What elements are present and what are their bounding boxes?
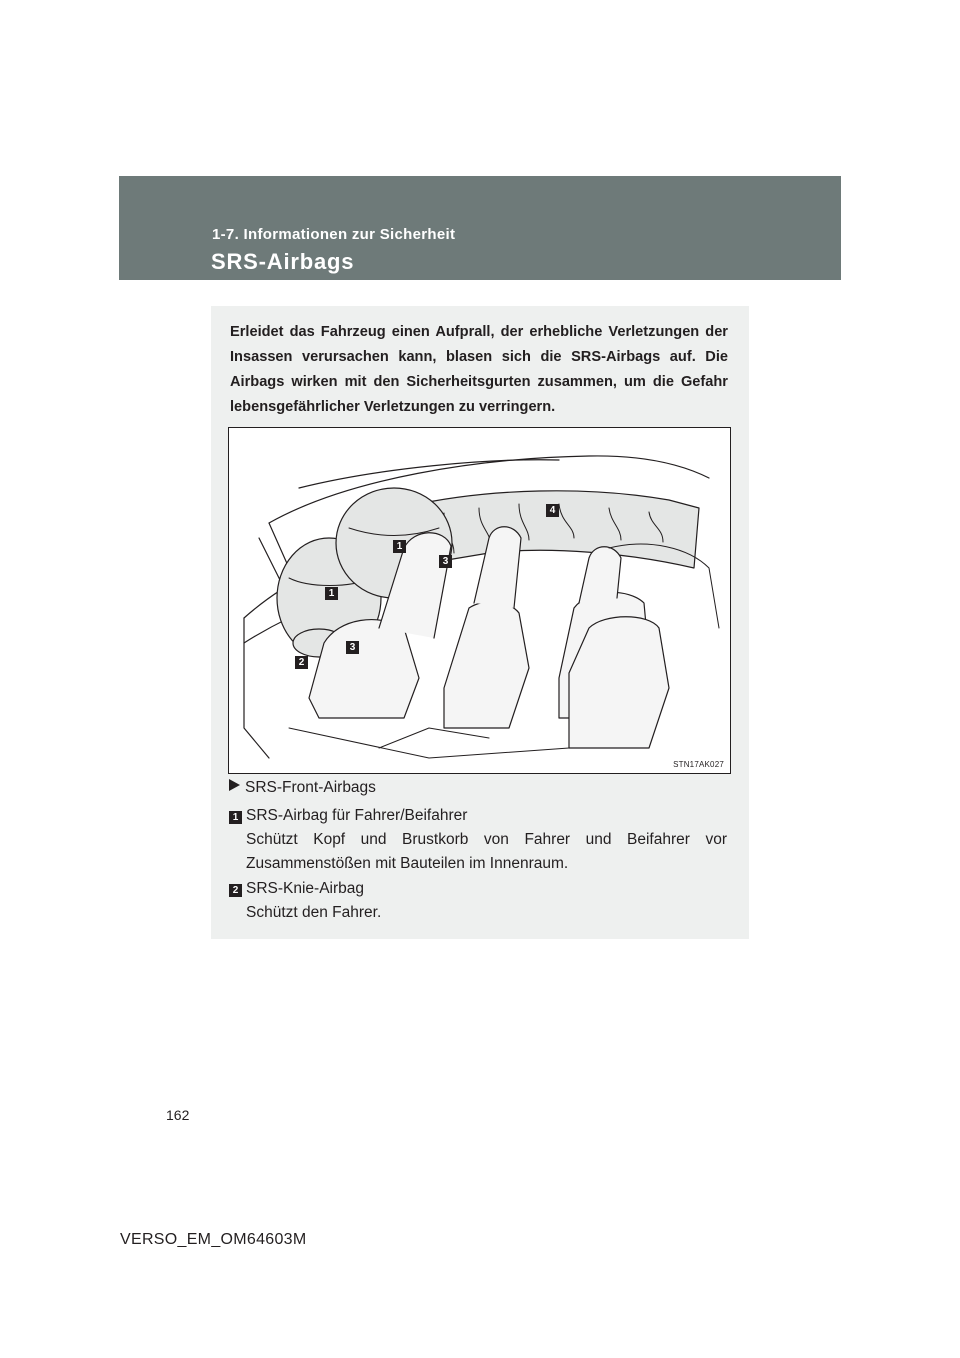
list-heading	[229, 779, 376, 797]
triangle-arrow-icon	[229, 779, 240, 791]
curtain-airbag-shape	[409, 491, 699, 568]
car-interior-drawing	[229, 428, 730, 773]
item-description: Schützt den Fahrer.	[246, 904, 382, 921]
figure-code: STN17AK027	[673, 760, 724, 769]
callout-3-driver-side: 3	[346, 641, 359, 654]
item-description: Schützt Kopf und Brustkorb von Fahrer und Beifahrer vor Zusammenstößen mit Bauteilen im Innenraum.	[246, 831, 727, 872]
item-number-badge: 2	[229, 884, 242, 897]
page-title: SRS-Airbags	[211, 249, 355, 274]
item-title: SRS-Airbag für Fahrer/Beifahrer	[246, 807, 468, 824]
door-frame	[244, 618, 269, 758]
airbag-illustration	[228, 427, 731, 774]
list-heading-text: SRS-Front-Airbags	[245, 779, 376, 796]
intro-paragraph: Erleidet das Fahrzeug einen Aufprall, der erhebliche Verletzungen der Insassen verursachen kann, blasen sich die SRS-Airbags auf. Die Airbags wirken mit den Sicherheitsgurten zusammen, um die Gefahr lebensgefährlicher Verletzungen zu verringern.	[230, 324, 728, 415]
item-number-badge: 1	[229, 811, 242, 824]
callout-3-passenger-side: 3	[439, 555, 452, 568]
item-title: SRS-Knie-Airbag	[246, 880, 365, 897]
callout-1-passenger: 1	[393, 540, 406, 553]
section-label: 1-7. Informationen zur Sicherheit	[212, 226, 456, 243]
callout-4-curtain: 4	[546, 504, 559, 517]
callout-2-knee: 2	[295, 656, 308, 669]
document-id: VERSO_EM_OM64603M	[120, 1231, 307, 1248]
passenger-seat	[444, 602, 529, 728]
roof-edge	[299, 460, 559, 488]
callout-1-driver: 1	[325, 587, 338, 600]
page-number: 162	[166, 1107, 190, 1123]
